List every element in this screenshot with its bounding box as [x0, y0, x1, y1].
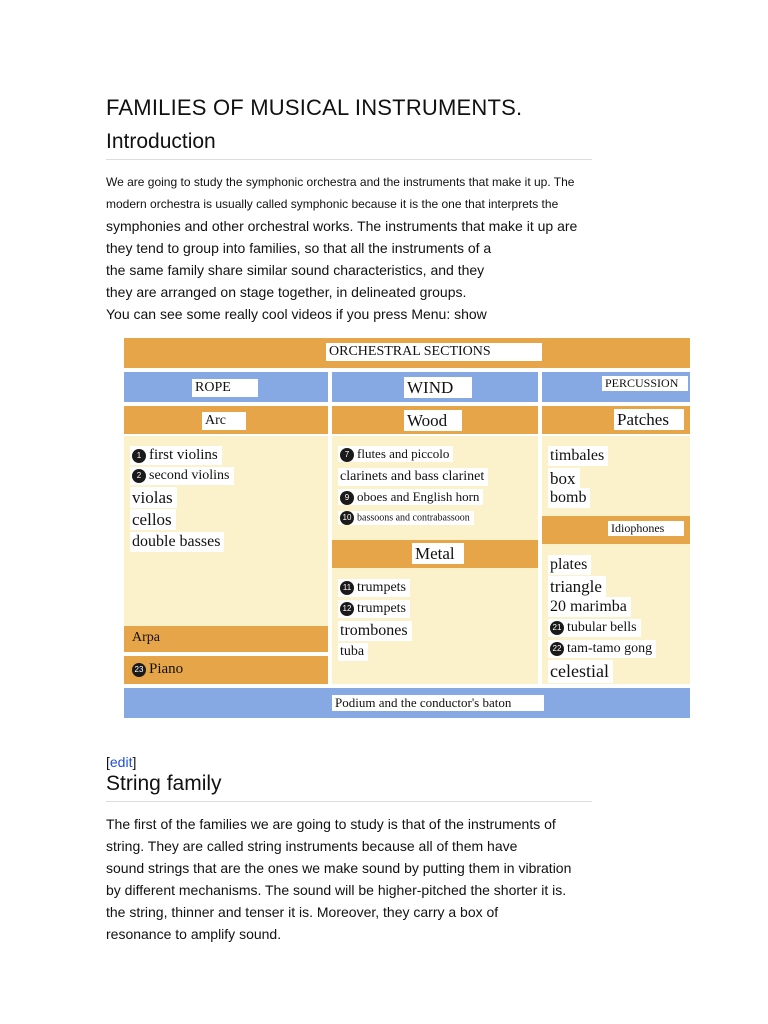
- idiophones-item: celestial: [548, 660, 613, 683]
- orchestral-sections-diagram: [120, 336, 692, 720]
- number-badge: 21: [550, 621, 564, 635]
- page-title: FAMILIES OF MUSICAL INSTRUMENTS.: [106, 95, 523, 120]
- edit-link-container: [edit]: [106, 754, 137, 770]
- string-family-heading: String family: [106, 772, 222, 795]
- intro-line: We are going to study the symphonic orchestra and the instruments that make it up. The: [106, 175, 575, 189]
- intro-line: modern orchestra is usually called symphonic because it is the one that interprets the: [106, 197, 559, 211]
- intro-line: symphonies and other orchestral works. The instruments that make it up are: [106, 218, 578, 234]
- number-badge: 7: [340, 448, 354, 462]
- introduction-heading: Introduction: [106, 130, 216, 153]
- arpa-label: Arpa: [132, 630, 160, 645]
- intro-line: the same family share similar sound characteristics, and they: [106, 262, 485, 278]
- heading-divider: [106, 159, 592, 160]
- string-family-line: the string, thinner and tenser it is. Moreover, they carry a box of: [106, 904, 499, 920]
- metal-item: 12 trumpets: [338, 600, 410, 618]
- wood-item: 9 oboes and English horn: [338, 489, 483, 505]
- idiophones-item: triangle: [548, 576, 606, 597]
- idiophones-item: 20 marimba: [548, 597, 631, 617]
- string-family-line: by different mechanisms. The sound will be higher-pitched the shorter it is.: [106, 882, 567, 898]
- arc-item: 2 second violins: [130, 467, 234, 485]
- arc-item: cellos: [130, 509, 176, 530]
- idiophones-item: plates: [548, 555, 591, 575]
- string-family-text: [106, 813, 626, 945]
- diagram-title: ORCHESTRAL SECTIONS: [326, 343, 542, 361]
- number-badge: 23: [132, 663, 146, 677]
- wind-section-label: WIND: [404, 377, 472, 398]
- number-badge: 10: [340, 511, 354, 525]
- intro-line: they tend to group into families, so that all the instruments of a: [106, 240, 492, 256]
- rope-section-label: ROPE: [192, 379, 258, 397]
- number-badge: 22: [550, 642, 564, 656]
- podium-label: Podium and the conductor's baton: [332, 695, 544, 711]
- arc-item: violas: [130, 487, 177, 508]
- patches-item: bomb: [548, 488, 590, 508]
- idiophones-subsection-label: Idiophones: [608, 521, 684, 536]
- wood-item: clarinets and bass clarinet: [338, 468, 488, 486]
- metal-item: tuba: [338, 643, 368, 661]
- number-badge: 9: [340, 491, 354, 505]
- intro-line: You can see some really cool videos if you press Menu: show: [106, 306, 487, 322]
- piano-label: 23 Piano: [130, 660, 187, 679]
- wood-subsection-label: Wood: [404, 410, 462, 431]
- patches-item: timbales: [548, 446, 608, 466]
- edit-link[interactable]: edit: [109, 754, 133, 770]
- idiophones-item: 21 tubular bells: [548, 619, 641, 637]
- number-badge: 11: [340, 581, 354, 595]
- wood-item: 10 bassoons and contrabassoon: [338, 511, 474, 525]
- string-family-line: sound strings that are the ones we make sound by putting them in vibration: [106, 860, 572, 876]
- metal-item: trombones: [338, 621, 412, 641]
- number-badge: 2: [132, 469, 146, 483]
- percussion-section-label: PERCUSSION: [602, 376, 688, 391]
- string-family-line: resonance to amplify sound.: [106, 926, 282, 942]
- patches-item: box: [548, 468, 580, 489]
- number-badge: 1: [132, 449, 146, 463]
- heading-divider: [106, 801, 592, 802]
- patches-subsection-label: Patches: [614, 409, 684, 430]
- metal-subsection-label: Metal: [412, 543, 464, 564]
- metal-item: 11 trumpets: [338, 579, 410, 597]
- intro-line: they are arranged on stage together, in delineated groups.: [106, 284, 467, 300]
- introduction-text: [106, 171, 626, 325]
- number-badge: 12: [340, 602, 354, 616]
- arc-item: 1 first violins: [130, 446, 222, 465]
- idiophones-item: 22 tam-tamo gong: [548, 640, 656, 658]
- string-family-line: The first of the families we are going to study is that of the instruments of: [106, 816, 556, 832]
- wood-item: 7 flutes and piccolo: [338, 446, 453, 462]
- string-family-line: string. They are called string instruments because all of them have: [106, 838, 518, 854]
- arc-item: double basses: [130, 532, 224, 552]
- arc-subsection-label: Arc: [202, 412, 246, 430]
